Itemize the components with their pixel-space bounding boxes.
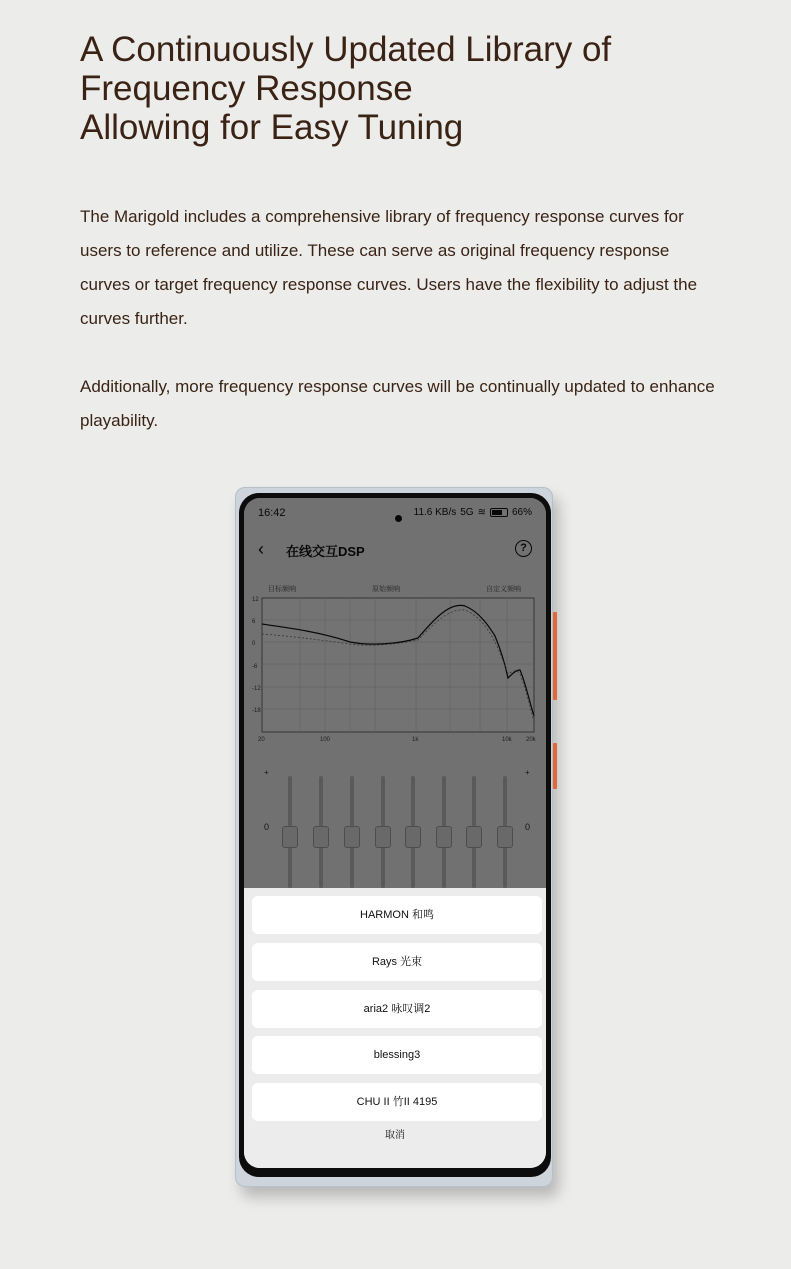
phone-screen xyxy=(244,498,546,1168)
volume-button xyxy=(553,612,557,700)
preset-option[interactable]: Rays 光束 xyxy=(252,943,542,981)
headline-line-3: Allowing for Easy Tuning xyxy=(80,108,464,147)
preset-bottom-sheet xyxy=(244,888,546,1168)
headline xyxy=(80,30,720,147)
power-button xyxy=(553,743,557,789)
phone-bezel xyxy=(239,493,551,1177)
headline-line-2: Frequency Response xyxy=(80,69,413,108)
phone-mockup xyxy=(235,487,553,1187)
preset-option[interactable]: blessing3 xyxy=(252,1036,542,1074)
preset-option[interactable]: aria2 咏叹调2 xyxy=(252,990,542,1028)
description-paragraph-2: Additionally, more frequency response curves will be continually updated to enhance playability. xyxy=(80,377,715,430)
cancel-button[interactable]: 取消 xyxy=(385,1130,405,1141)
headline-line-1: A Continuously Updated Library of xyxy=(80,30,612,69)
modal-overlay[interactable] xyxy=(244,498,546,888)
description-paragraph-1: The Marigold includes a comprehensive library of frequency response curves for users to reference and utilize. These can serve as original frequency response curves or target frequency response curves. Users have the flexibility to adjust the curves further. xyxy=(80,207,698,328)
preset-option[interactable]: HARMON 和鸣 xyxy=(252,896,542,934)
preset-option[interactable]: CHU II 竹II 4195 xyxy=(252,1083,542,1121)
